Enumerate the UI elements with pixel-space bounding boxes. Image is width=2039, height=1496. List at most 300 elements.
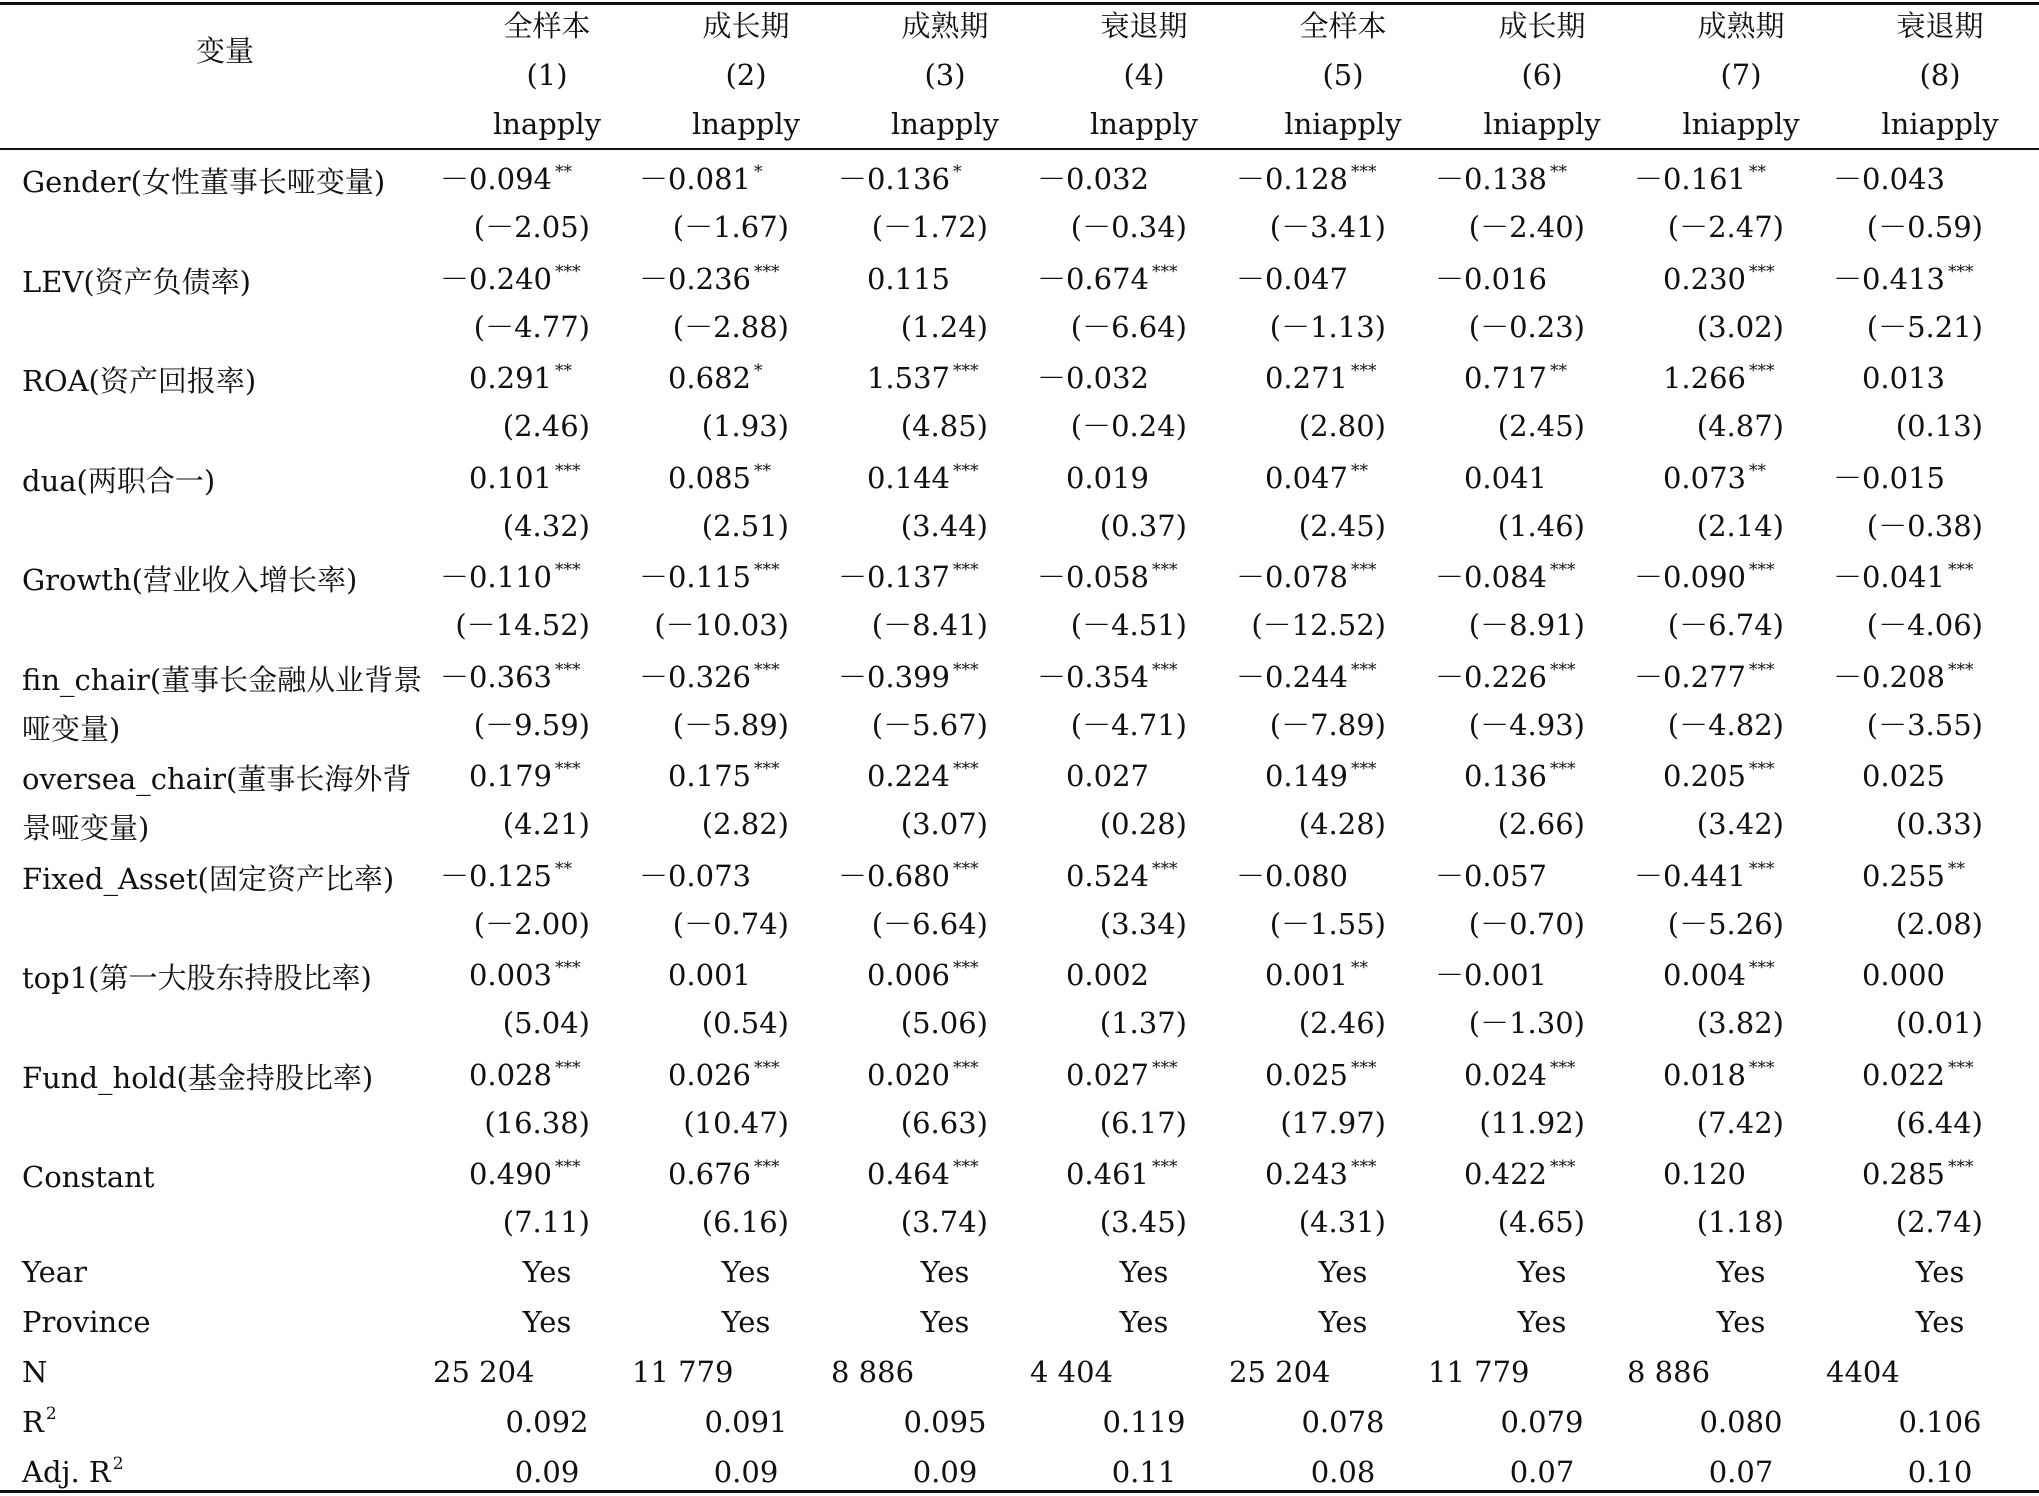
significance-stars: ** bbox=[754, 460, 771, 481]
t-statistic-cell: (10.47) bbox=[683, 1105, 789, 1140]
coefficient-cell bbox=[1066, 859, 1192, 898]
t-statistic-cell: (1.46) bbox=[1497, 508, 1585, 543]
t-statistic-cell: (－3.55) bbox=[1866, 707, 1983, 742]
r2-label-superscript: 2 bbox=[45, 1403, 57, 1424]
coefficient-cell bbox=[1663, 1058, 1789, 1097]
coefficient-cell bbox=[1265, 461, 1391, 500]
r2-value: 0.092 bbox=[505, 1404, 589, 1439]
coefficient-value: 1.266 bbox=[1662, 361, 1746, 395]
t-statistic-cell: (3.82) bbox=[1696, 1006, 1784, 1040]
significance-stars: *** bbox=[953, 759, 979, 779]
t-statistic-cell: (3.42) bbox=[1696, 807, 1784, 841]
significance-stars: *** bbox=[1749, 759, 1775, 779]
column-group-header: 衰退期 bbox=[1896, 9, 1984, 43]
column-index-header: (3) bbox=[924, 58, 966, 92]
t-statistic-cell: (－0.74) bbox=[672, 906, 789, 941]
t-statistic-cell: (2.82) bbox=[701, 807, 789, 841]
t-statistic-cell: (16.38) bbox=[484, 1105, 590, 1140]
significance-stars: *** bbox=[754, 1057, 780, 1078]
coefficient-cell bbox=[838, 162, 993, 201]
control-value: Yes bbox=[1517, 1254, 1567, 1289]
coefficient-value: 0.144 bbox=[866, 460, 950, 495]
coefficient-cell bbox=[1066, 461, 1192, 495]
coefficient-value: －0.081 bbox=[638, 162, 751, 196]
significance-stars: *** bbox=[754, 659, 780, 680]
significance-stars: *** bbox=[1948, 1157, 1974, 1177]
t-statistic-cell: (－1.30) bbox=[1468, 1006, 1585, 1040]
n-value: 4404 bbox=[1826, 1354, 1900, 1389]
significance-stars: *** bbox=[1351, 1057, 1377, 1078]
significance-stars: *** bbox=[555, 460, 581, 481]
variable-name: Fund_hold(基金持股比率) bbox=[22, 1060, 374, 1095]
control-value: Yes bbox=[1119, 1304, 1169, 1339]
control-value: Yes bbox=[920, 1304, 970, 1339]
coefficient-value: 0.027 bbox=[1065, 1057, 1149, 1092]
coefficient-cell bbox=[1265, 1157, 1391, 1196]
significance-stars: *** bbox=[953, 1157, 979, 1177]
coefficient-value: －0.032 bbox=[1036, 162, 1149, 196]
t-statistic-cell: (2.51) bbox=[701, 508, 789, 543]
control-value: Yes bbox=[1119, 1254, 1169, 1289]
t-statistic-cell: (－6.64) bbox=[871, 906, 988, 941]
coefficient-value: －0.138 bbox=[1434, 162, 1547, 196]
coefficient-value: 0.271 bbox=[1264, 361, 1348, 395]
control-value: Yes bbox=[920, 1254, 970, 1289]
t-statistic-cell: (－0.38) bbox=[1866, 508, 1983, 543]
t-statistic-cell: (－9.59) bbox=[473, 707, 590, 742]
t-statistic-cell: (－2.40) bbox=[1468, 210, 1585, 244]
n-value: 8 886 bbox=[831, 1354, 915, 1389]
significance-stars: ** bbox=[1948, 858, 1965, 879]
control-value: Yes bbox=[721, 1254, 771, 1289]
significance-stars: * bbox=[953, 162, 962, 182]
coefficient-cell bbox=[1435, 859, 1590, 893]
adj-r2-value: 0.11 bbox=[1111, 1454, 1177, 1489]
column-group-header: 成长期 bbox=[702, 9, 790, 43]
t-statistic-cell: (3.44) bbox=[900, 508, 988, 543]
significance-stars: *** bbox=[1351, 1157, 1377, 1177]
r2-label bbox=[22, 1405, 57, 1444]
coefficient-value: 0.205 bbox=[1662, 759, 1746, 793]
t-statistic-cell: (－2.88) bbox=[672, 309, 789, 344]
coefficient-value: 0.041 bbox=[1463, 460, 1547, 495]
significance-stars: *** bbox=[555, 958, 581, 978]
coefficient-value: 0.243 bbox=[1264, 1157, 1348, 1191]
significance-stars: *** bbox=[1749, 659, 1775, 680]
coefficient-value: 0.255 bbox=[1861, 858, 1945, 893]
r2-value: 0.095 bbox=[903, 1404, 987, 1439]
t-statistic-cell: (－1.55) bbox=[1269, 906, 1386, 941]
coefficient-cell bbox=[639, 262, 794, 301]
coefficient-cell bbox=[1435, 262, 1590, 296]
t-statistic-cell: (－5.89) bbox=[672, 707, 789, 742]
coefficient-value: 0.490 bbox=[468, 1157, 552, 1191]
column-dependent-header: lnapply bbox=[691, 107, 801, 141]
significance-stars: *** bbox=[1351, 560, 1377, 580]
t-statistic-cell: (－2.47) bbox=[1667, 210, 1784, 244]
coefficient-cell bbox=[1037, 560, 1192, 599]
coefficient-cell bbox=[1862, 859, 1988, 898]
coefficient-value: 1.537 bbox=[866, 361, 950, 395]
coefficient-cell bbox=[867, 361, 993, 400]
coefficient-cell bbox=[838, 660, 993, 699]
coefficient-cell bbox=[1862, 1058, 1988, 1097]
n-value: 11 779 bbox=[632, 1354, 734, 1389]
significance-stars: *** bbox=[1152, 858, 1178, 879]
significance-stars: *** bbox=[1948, 560, 1974, 580]
coefficient-value: 0.025 bbox=[1861, 759, 1945, 793]
t-statistic-cell: (4.85) bbox=[900, 409, 988, 443]
adj-r2-value: 0.09 bbox=[912, 1454, 978, 1489]
t-statistic-cell: (0.37) bbox=[1099, 508, 1187, 543]
coefficient-cell bbox=[668, 361, 794, 400]
t-statistic-cell: (－4.77) bbox=[473, 309, 590, 344]
adj-r2-label bbox=[22, 1455, 124, 1494]
coefficient-value: 0.026 bbox=[667, 1057, 751, 1092]
control-value: Yes bbox=[522, 1254, 572, 1289]
column-group-header: 全样本 bbox=[503, 9, 591, 43]
t-statistic-cell: (2.45) bbox=[1298, 508, 1386, 543]
significance-stars: *** bbox=[555, 1157, 581, 1177]
significance-stars: *** bbox=[1152, 1157, 1178, 1177]
coefficient-value: 0.136 bbox=[1463, 759, 1547, 793]
significance-stars: *** bbox=[555, 560, 581, 580]
coefficient-cell bbox=[639, 162, 794, 201]
coefficient-cell bbox=[838, 560, 993, 599]
coefficient-cell bbox=[1833, 560, 1988, 599]
significance-stars: *** bbox=[953, 1057, 979, 1078]
coefficient-cell bbox=[1037, 162, 1192, 196]
coefficient-value: 0.028 bbox=[468, 1057, 552, 1092]
t-statistic-cell: (－6.74) bbox=[1667, 608, 1784, 642]
coefficient-cell bbox=[469, 361, 595, 400]
coefficient-value: 0.464 bbox=[866, 1157, 950, 1191]
coefficient-cell bbox=[1236, 162, 1391, 201]
r2-value: 0.119 bbox=[1102, 1404, 1186, 1439]
coefficient-cell bbox=[1066, 958, 1192, 992]
t-statistic-cell: (4.87) bbox=[1696, 409, 1784, 443]
t-statistic-cell: (－1.13) bbox=[1269, 309, 1386, 344]
coefficient-cell bbox=[1634, 560, 1789, 599]
coefficient-cell bbox=[440, 262, 595, 301]
coefficient-value: －0.680 bbox=[837, 858, 950, 893]
coefficient-cell bbox=[1236, 262, 1391, 296]
coefficient-cell bbox=[1435, 958, 1590, 992]
coefficient-cell bbox=[1663, 759, 1789, 798]
t-statistic-cell: (6.63) bbox=[900, 1105, 988, 1140]
coefficient-cell bbox=[1464, 461, 1590, 495]
t-statistic-cell: (－1.72) bbox=[871, 210, 988, 244]
coefficient-value: 0.018 bbox=[1662, 1057, 1746, 1092]
bottom-rule bbox=[0, 1490, 2039, 1493]
t-statistic-cell: (2.80) bbox=[1298, 409, 1386, 443]
significance-stars: *** bbox=[953, 659, 979, 680]
t-statistic-cell: (－0.24) bbox=[1070, 409, 1187, 443]
column-index-header: (7) bbox=[1720, 58, 1762, 92]
coefficient-cell bbox=[668, 958, 794, 992]
coefficient-cell bbox=[1663, 361, 1789, 400]
variable-name: Growth(营业收入增长率) bbox=[22, 563, 358, 597]
t-statistic-cell: (3.45) bbox=[1099, 1205, 1187, 1239]
coefficient-value: 0.004 bbox=[1662, 958, 1746, 992]
variable-name: LEV(资产负债率) bbox=[22, 264, 251, 299]
coefficient-value: 0.027 bbox=[1065, 759, 1149, 793]
coefficient-value: 0.717 bbox=[1463, 361, 1547, 395]
significance-stars: *** bbox=[754, 261, 780, 282]
coefficient-cell bbox=[1862, 759, 1988, 793]
coefficient-value: 0.085 bbox=[667, 460, 751, 495]
coefficient-value: －0.057 bbox=[1434, 858, 1547, 893]
significance-stars: *** bbox=[1948, 659, 1974, 680]
significance-stars: *** bbox=[1550, 659, 1576, 680]
significance-stars: *** bbox=[953, 361, 979, 381]
significance-stars: *** bbox=[953, 958, 979, 978]
t-statistic-cell: (2.45) bbox=[1497, 409, 1585, 443]
column-group-header: 成长期 bbox=[1498, 9, 1586, 43]
coefficient-cell bbox=[1634, 660, 1789, 699]
column-index-header: (1) bbox=[526, 58, 568, 92]
coefficient-value: 0.461 bbox=[1065, 1157, 1149, 1191]
significance-stars: *** bbox=[953, 858, 979, 879]
coefficient-cell bbox=[1464, 759, 1590, 798]
significance-stars: *** bbox=[1351, 759, 1377, 779]
t-statistic-cell: (0.28) bbox=[1099, 807, 1187, 841]
r2-value: 0.106 bbox=[1898, 1404, 1982, 1439]
t-statistic-cell: (7.11) bbox=[502, 1205, 590, 1239]
control-value: Yes bbox=[1915, 1254, 1965, 1289]
column-index-header: (2) bbox=[725, 58, 767, 92]
significance-stars: *** bbox=[1550, 560, 1576, 580]
coefficient-cell bbox=[867, 958, 993, 997]
control-value: Yes bbox=[721, 1304, 771, 1339]
coefficient-value: 0.120 bbox=[1662, 1157, 1746, 1191]
coefficient-cell bbox=[867, 262, 993, 296]
t-statistic-cell: (－3.41) bbox=[1269, 210, 1386, 244]
coefficient-value: －0.441 bbox=[1633, 858, 1746, 893]
adj-r2-value: 0.09 bbox=[713, 1454, 779, 1489]
coefficient-cell bbox=[1066, 1058, 1192, 1097]
coefficient-value: －0.084 bbox=[1434, 560, 1547, 594]
n-value: 25 204 bbox=[1229, 1354, 1331, 1389]
coefficient-value: 0.115 bbox=[866, 261, 950, 296]
significance-stars: *** bbox=[754, 1157, 780, 1177]
r2-value: 0.079 bbox=[1500, 1404, 1584, 1439]
adj-r2-value: 0.07 bbox=[1509, 1454, 1575, 1489]
control-value: Yes bbox=[1716, 1304, 1766, 1339]
significance-stars: *** bbox=[555, 759, 581, 779]
t-statistic-cell: (6.16) bbox=[701, 1205, 789, 1239]
coefficient-value: 0.073 bbox=[1662, 460, 1746, 495]
coefficient-value: 0.006 bbox=[866, 958, 950, 992]
variable-name: oversea_chair(董事长海外背景哑变量) bbox=[22, 762, 412, 845]
coefficient-value: 0.020 bbox=[866, 1057, 950, 1092]
t-statistic-cell: (5.06) bbox=[900, 1006, 988, 1040]
t-statistic-cell: (1.93) bbox=[701, 409, 789, 443]
t-statistic-cell: (－0.59) bbox=[1866, 210, 1983, 244]
significance-stars: *** bbox=[953, 560, 979, 580]
coefficient-cell bbox=[1862, 1157, 1988, 1196]
t-statistic-cell: (6.17) bbox=[1099, 1105, 1187, 1140]
top-rule bbox=[0, 2, 2039, 5]
coefficient-cell bbox=[1464, 361, 1590, 400]
coefficient-value: －0.240 bbox=[439, 261, 552, 296]
coefficient-cell bbox=[1037, 262, 1192, 301]
coefficient-cell bbox=[1663, 262, 1789, 301]
coefficient-value: －0.115 bbox=[638, 560, 751, 594]
coefficient-value: 0.175 bbox=[667, 759, 751, 793]
variable-name: dua(两职合一) bbox=[22, 463, 216, 498]
coefficient-value: －0.244 bbox=[1235, 659, 1348, 694]
coefficient-cell bbox=[1265, 1058, 1391, 1097]
t-statistic-cell: (－1.67) bbox=[672, 210, 789, 244]
column-dependent-header: lniapply bbox=[1284, 107, 1402, 141]
t-statistic-cell: (7.42) bbox=[1696, 1105, 1784, 1140]
adj-r2-label-superscript: 2 bbox=[112, 1453, 124, 1474]
t-statistic-cell: (1.37) bbox=[1099, 1006, 1187, 1040]
coefficient-cell bbox=[668, 461, 794, 500]
column-dependent-header: lniapply bbox=[1682, 107, 1800, 141]
coefficient-cell bbox=[1634, 859, 1789, 898]
coefficient-value: －0.137 bbox=[837, 560, 950, 594]
t-statistic-cell: (－8.41) bbox=[871, 608, 988, 642]
t-statistic-cell: (1.24) bbox=[900, 309, 988, 344]
significance-stars: ** bbox=[555, 361, 572, 381]
coefficient-value: 0.024 bbox=[1463, 1057, 1547, 1092]
t-statistic-cell: (－4.71) bbox=[1070, 707, 1187, 742]
significance-stars: *** bbox=[555, 1057, 581, 1078]
coefficient-value: －0.001 bbox=[1434, 958, 1547, 992]
t-statistic-cell: (－4.51) bbox=[1070, 608, 1187, 642]
coefficient-value: 0.001 bbox=[1264, 958, 1348, 992]
t-statistic-cell: (4.21) bbox=[502, 807, 590, 841]
coefficient-value: 0.000 bbox=[1861, 958, 1945, 992]
significance-stars: ** bbox=[1351, 460, 1368, 481]
t-statistic-cell: (2.14) bbox=[1696, 508, 1784, 543]
coefficient-value: 0.224 bbox=[866, 759, 950, 793]
t-statistic-cell: (－4.06) bbox=[1866, 608, 1983, 642]
adj-r2-value: 0.09 bbox=[514, 1454, 580, 1489]
column-dependent-header: lniapply bbox=[1881, 107, 1999, 141]
t-statistic-cell: (6.44) bbox=[1895, 1105, 1983, 1140]
column-dependent-header: lnapply bbox=[1089, 107, 1199, 141]
significance-stars: *** bbox=[1152, 261, 1178, 282]
t-statistic-cell: (－5.26) bbox=[1667, 906, 1784, 941]
t-statistic-cell: (－6.64) bbox=[1070, 309, 1187, 344]
significance-stars: *** bbox=[1152, 659, 1178, 680]
t-statistic-cell: (0.13) bbox=[1895, 409, 1983, 443]
coefficient-value: －0.047 bbox=[1235, 261, 1348, 296]
adj-r2-value: 0.10 bbox=[1907, 1454, 1973, 1489]
n-value: 8 886 bbox=[1627, 1354, 1711, 1389]
coefficient-cell bbox=[469, 1058, 595, 1097]
coefficient-cell bbox=[867, 759, 993, 798]
t-statistic-cell: (－0.70) bbox=[1468, 906, 1585, 941]
coefficient-value: －0.413 bbox=[1832, 261, 1945, 296]
control-value: Yes bbox=[1517, 1304, 1567, 1339]
significance-stars: ** bbox=[1749, 162, 1766, 182]
adj-r2-value: 0.08 bbox=[1310, 1454, 1376, 1489]
header-rule bbox=[0, 148, 2039, 150]
coefficient-value: 0.676 bbox=[667, 1157, 751, 1191]
significance-stars: ** bbox=[1550, 162, 1567, 182]
control-value: Yes bbox=[1318, 1304, 1368, 1339]
coefficient-value: 0.179 bbox=[468, 759, 552, 793]
variable-name: Fixed_Asset(固定资产比率) bbox=[22, 861, 395, 896]
significance-stars: *** bbox=[754, 560, 780, 580]
significance-stars: *** bbox=[1550, 1057, 1576, 1078]
significance-stars: *** bbox=[1749, 361, 1775, 381]
coefficient-cell bbox=[867, 1157, 993, 1196]
coefficient-cell bbox=[867, 461, 993, 500]
column-dependent-header: lniapply bbox=[1483, 107, 1601, 141]
coefficient-value: －0.326 bbox=[638, 659, 751, 694]
significance-stars: *** bbox=[1550, 1157, 1576, 1177]
t-statistic-cell: (2.66) bbox=[1497, 807, 1585, 841]
significance-stars: * bbox=[754, 162, 763, 182]
t-statistic-cell: (11.92) bbox=[1479, 1105, 1585, 1140]
significance-stars: ** bbox=[555, 858, 572, 879]
t-statistic-cell: (17.97) bbox=[1280, 1105, 1386, 1140]
coefficient-cell bbox=[838, 859, 993, 898]
coefficient-cell bbox=[1066, 759, 1192, 793]
coefficient-value: 0.003 bbox=[468, 958, 552, 992]
coefficient-value: －0.161 bbox=[1633, 162, 1746, 196]
r2-value: 0.080 bbox=[1699, 1404, 1783, 1439]
coefficient-cell bbox=[469, 958, 595, 997]
coefficient-value: 0.001 bbox=[667, 958, 751, 992]
t-statistic-cell: (3.74) bbox=[900, 1205, 988, 1239]
t-statistic-cell: (2.08) bbox=[1895, 906, 1983, 941]
coefficient-value: －0.136 bbox=[837, 162, 950, 196]
variable-header: 变量 bbox=[195, 34, 254, 68]
coefficient-value: 0.002 bbox=[1065, 958, 1149, 992]
r2-value: 0.078 bbox=[1301, 1404, 1385, 1439]
coefficient-cell bbox=[1663, 958, 1789, 997]
coefficient-cell bbox=[1833, 461, 1988, 495]
coefficient-cell bbox=[440, 162, 595, 201]
coefficient-cell bbox=[1435, 162, 1590, 201]
coefficient-value: －0.073 bbox=[638, 858, 751, 893]
column-index-header: (5) bbox=[1322, 58, 1364, 92]
t-statistic-cell: (－14.52) bbox=[455, 608, 590, 642]
coefficient-value: －0.354 bbox=[1036, 659, 1149, 694]
significance-stars: *** bbox=[1351, 659, 1377, 680]
coefficient-value: －0.363 bbox=[439, 659, 552, 694]
coefficient-cell bbox=[639, 660, 794, 699]
coefficient-cell bbox=[1037, 361, 1192, 395]
column-dependent-header: lnapply bbox=[492, 107, 602, 141]
significance-stars: ** bbox=[1749, 460, 1766, 481]
control-value: Yes bbox=[1915, 1304, 1965, 1339]
coefficient-value: 0.101 bbox=[468, 460, 552, 495]
coefficient-cell bbox=[639, 859, 794, 893]
coefficient-cell bbox=[1833, 262, 1988, 301]
coefficient-value: －0.016 bbox=[1434, 261, 1547, 296]
n-value: 25 204 bbox=[433, 1354, 535, 1389]
significance-stars: *** bbox=[1351, 361, 1377, 381]
n-label: N bbox=[22, 1354, 48, 1389]
t-statistic-cell: (－0.34) bbox=[1070, 210, 1187, 244]
coefficient-cell bbox=[1862, 958, 1988, 992]
variable-name: Gender(女性董事长哑变量) bbox=[22, 165, 386, 199]
t-statistic-cell: (－0.23) bbox=[1468, 309, 1585, 344]
significance-stars: *** bbox=[555, 659, 581, 680]
t-statistic-cell: (－4.93) bbox=[1468, 707, 1585, 742]
coefficient-value: －0.090 bbox=[1633, 560, 1746, 594]
coefficient-value: －0.041 bbox=[1832, 560, 1945, 594]
coefficient-cell bbox=[440, 560, 595, 599]
coefficient-value: －0.277 bbox=[1633, 659, 1746, 694]
